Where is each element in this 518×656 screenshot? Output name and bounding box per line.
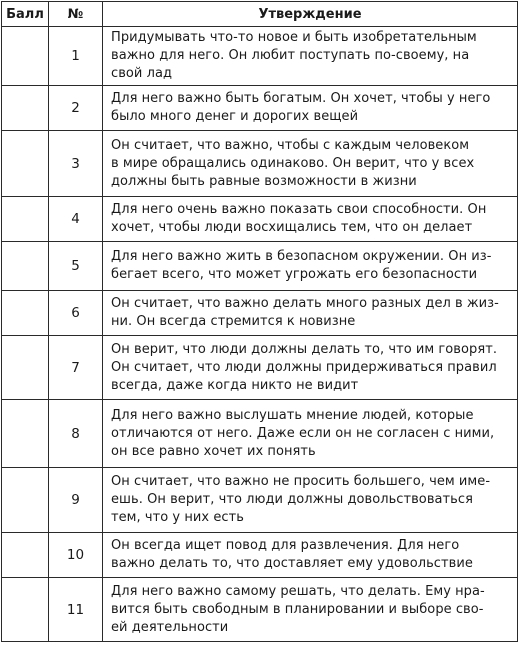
item-number: 10 — [49, 533, 103, 578]
score-cell[interactable] — [2, 291, 49, 336]
table-row — [2, 242, 518, 291]
score-column-header: Балл — [2, 2, 49, 27]
score-cell[interactable] — [2, 400, 49, 468]
number-column-header: № — [49, 2, 103, 27]
table-row — [2, 578, 518, 642]
statement-text: Для него важно самому решать, что делать. Ему нра- вится быть свободным в планировании и выборе сво- ей деятельности — [103, 578, 518, 642]
table-row — [2, 336, 518, 400]
table-row — [2, 291, 518, 336]
item-number: 5 — [49, 242, 103, 291]
item-number: 6 — [49, 291, 103, 336]
score-cell[interactable] — [2, 336, 49, 400]
values-questionnaire-table — [1, 1, 518, 642]
statement-text: Он считает, что важно не просить большего, чем име- ешь. Он верит, что люди должны довольствоваться тем, что у них есть — [103, 468, 518, 533]
table-row — [2, 86, 518, 131]
score-cell[interactable] — [2, 242, 49, 291]
score-cell[interactable] — [2, 578, 49, 642]
table-row — [2, 468, 518, 533]
table-row — [2, 27, 518, 86]
item-number: 9 — [49, 468, 103, 533]
score-cell[interactable] — [2, 533, 49, 578]
statement-text: Для него важно жить в безопасном окружении. Он из- бегает всего, что может угрожать его безопасности — [103, 242, 518, 291]
table-row — [2, 131, 518, 197]
score-cell[interactable] — [2, 468, 49, 533]
statement-text: Придумывать что-то новое и быть изобретательным важно для него. Он любит поступать по-своему, на свой лад — [103, 27, 518, 86]
statement-column-header: Утверждение — [103, 2, 518, 27]
score-cell[interactable] — [2, 86, 49, 131]
item-number: 8 — [49, 400, 103, 468]
table-row — [2, 533, 518, 578]
statement-text: Для него очень важно показать свои способности. Он хочет, чтобы люди восхищались тем, что он делает — [103, 197, 518, 242]
table-header-row — [2, 2, 518, 27]
item-number: 4 — [49, 197, 103, 242]
statement-text: Для него важно быть богатым. Он хочет, чтобы у него было много денег и дорогих вещей — [103, 86, 518, 131]
statement-text: Он всегда ищет повод для развлечения. Для него важно делать то, что доставляет ему удовольствие — [103, 533, 518, 578]
item-number: 1 — [49, 27, 103, 86]
item-number: 2 — [49, 86, 103, 131]
item-number: 11 — [49, 578, 103, 642]
table-row — [2, 400, 518, 468]
table-row — [2, 197, 518, 242]
statement-text: Он верит, что люди должны делать то, что им говорят. Он считает, что люди должны придерживаться правил всегда, даже когда никто не видит — [103, 336, 518, 400]
score-cell[interactable] — [2, 131, 49, 197]
statement-text: Для него важно выслушать мнение людей, которые отличаются от него. Даже если он не согласен с ними, он все равно хочет их понять — [103, 400, 518, 468]
statement-text: Он считает, что важно делать много разных дел в жиз- ни. Он всегда стремится к новизне — [103, 291, 518, 336]
score-cell[interactable] — [2, 197, 49, 242]
item-number: 7 — [49, 336, 103, 400]
score-cell[interactable] — [2, 27, 49, 86]
item-number: 3 — [49, 131, 103, 197]
statement-text: Он считает, что важно, чтобы с каждым человеком в мире обращались одинаково. Он верит, что у всех должны быть равные возможности в жизни — [103, 131, 518, 197]
